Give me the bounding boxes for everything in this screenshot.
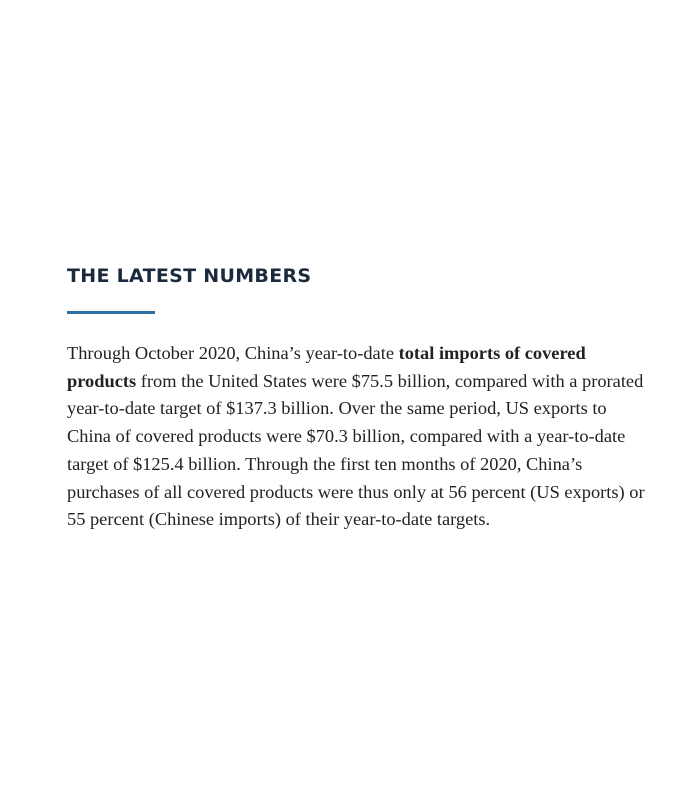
- latest-numbers-section: [67, 264, 647, 534]
- section-heading: THE LATEST NUMBERS: [67, 265, 312, 287]
- section-paragraph: [67, 340, 647, 534]
- paragraph-rest-text: from the United States were $75.5 billion, compared with a prorated year-to-date target of $137.3 billion. Over the same period, US exports to China of covered products were $70.3 billion, compared with a year-to-date target of $125.4 billion. Through the first ten months of 2020, China’s purchases of all covered products were thus only at 56 percent (US exports) or 55 percent (Chinese imports) of their year-to-date targets.: [67, 370, 645, 530]
- paragraph-lead-text: Through October 2020, China’s year-to-date: [67, 343, 399, 363]
- paragraph-bold-text: total imports of covered products: [67, 343, 586, 391]
- heading-divider: [67, 311, 155, 314]
